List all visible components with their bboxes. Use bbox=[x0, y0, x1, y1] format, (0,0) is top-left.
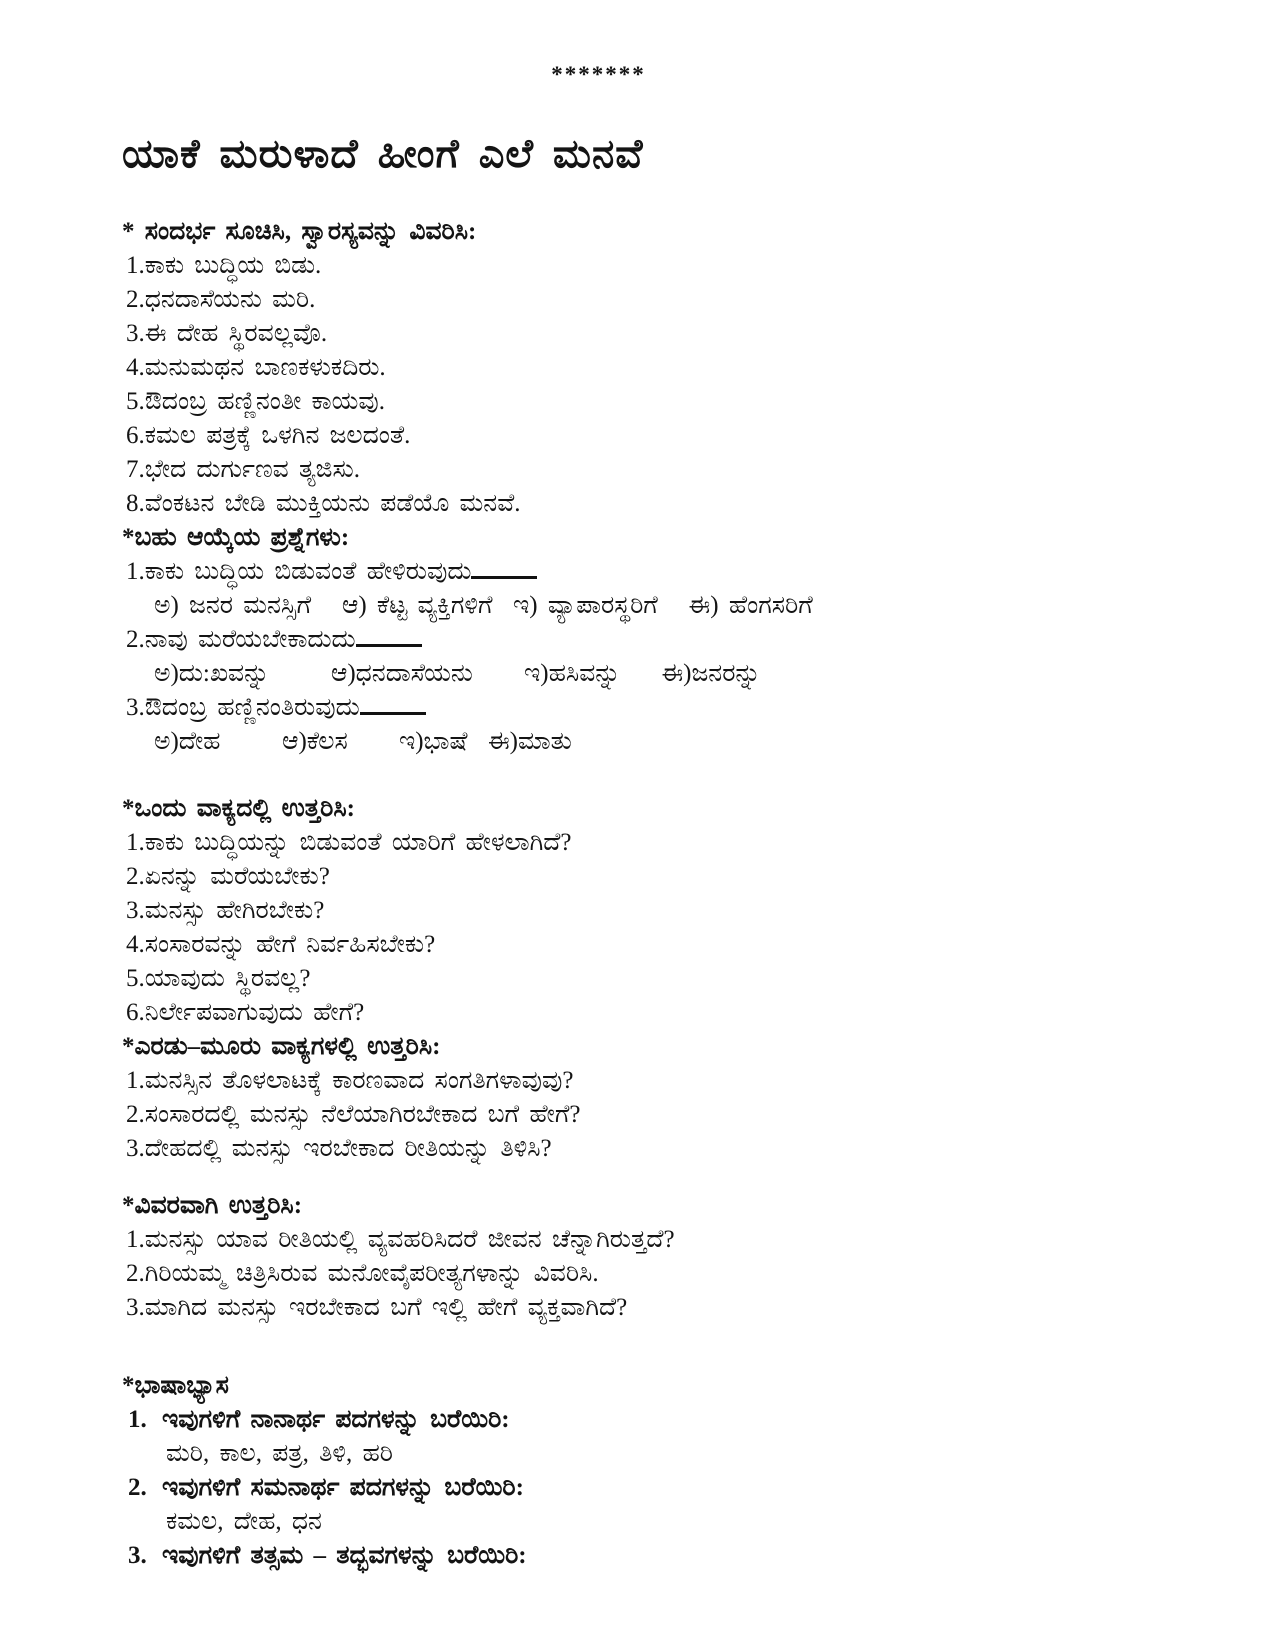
mcq-options: ಅ)ದೇಹ ಆ)ಕೆಲಸ ಇ)ಭಾಷೆ ಈ)ಮಾತು bbox=[154, 728, 572, 755]
answer-blank bbox=[471, 572, 537, 579]
context-item: 4.ಮನುಮಥನ ಬಾಣಕಳುಕದಿರು. bbox=[126, 354, 386, 381]
exercise-number: 1. bbox=[128, 1406, 147, 1433]
section-heading-mcq: *ಬಹು ಆಯ್ಕೆಯ ಪ್ರಶ್ನೆಗಳು: bbox=[122, 524, 350, 551]
answer-blank bbox=[360, 708, 426, 715]
answer-blank bbox=[356, 640, 422, 647]
two-three-question: 2.ಸಂಸಾರದಲ್ಲಿ ಮನಸ್ಸು ನೆಲೆಯಾಗಿರಬೇಕಾದ ಬಗೆ ಹೇಗೆ? bbox=[126, 1101, 581, 1128]
mcq-options: ಅ) ಜನರ ಮನಸ್ಸಿಗೆ ಆ) ಕೆಟ್ಟ ವ್ಯಕ್ತಿಗಳಿಗೆ ಇ) ವ್ಯಾಪಾರಸ್ಥರಿಗೆ ಈ) ಹೆಂಗಸರಿಗೆ bbox=[154, 592, 813, 619]
section-heading-two-three: *ಎರಡು–ಮೂರು ವಾಕ್ಯಗಳಲ್ಲಿ ಉತ್ತರಿಸಿ: bbox=[122, 1033, 441, 1060]
exercise-title: ಇವುಗಳಿಗೆ ಸಮನಾರ್ಥ ಪದಗಳನ್ನು ಬರೆಯಿರಿ: bbox=[162, 1474, 524, 1501]
section-heading-language: *ಭಾಷಾಭ್ಯಾಸ bbox=[122, 1372, 229, 1399]
detail-question: 1.ಮನಸ್ಸು ಯಾವ ರೀತಿಯಲ್ಲಿ ವ್ಯವಹರಿಸಿದರೆ ಜೀವನ ಚೆನ್ನಾಗಿರುತ್ತದೆ? bbox=[126, 1226, 675, 1253]
mcq-question bbox=[126, 623, 1195, 657]
detail-question: 3.ಮಾಗಿದ ಮನಸ್ಸು ಇರಬೇಕಾದ ಬಗೆ ಇಲ್ಲಿ ಹೇಗೆ ವ್ಯಕ್ತವಾಗಿದೆ? bbox=[126, 1294, 628, 1321]
exercise-title: ಇವುಗಳಿಗೆ ನಾನಾರ್ಥ ಪದಗಳನ್ನು ಬರೆಯಿರಿ: bbox=[162, 1406, 510, 1433]
page-separator-asterisks: ******* bbox=[551, 62, 646, 87]
context-item: 3.ಈ ದೇಹ ಸ್ಥಿರವಲ್ಲವೊ. bbox=[126, 320, 328, 347]
one-sentence-question: 5.ಯಾವುದು ಸ್ಥಿರವಲ್ಲ? bbox=[126, 965, 311, 992]
mcq-question-text: 1.ಕಾಕು ಬುದ್ಧಿಯ ಬಿಡುವಂತೆ ಹೇಳಿರುವುದು bbox=[126, 558, 472, 585]
exercise-number: 3. bbox=[128, 1542, 147, 1569]
one-sentence-question: 6.ನಿರ್ಲೇಪವಾಗುವುದು ಹೇಗೆ? bbox=[126, 999, 365, 1026]
exercise-title-row bbox=[128, 1471, 1195, 1505]
section-heading-context: * ಸಂದರ್ಭ ಸೂಚಿಸಿ, ಸ್ವಾರಸ್ಯವನ್ನು ವಿವರಿಸಿ: bbox=[122, 218, 477, 245]
two-three-question: 1.ಮನಸ್ಸಿನ ತೊಳಲಾಟಕ್ಕೆ ಕಾರಣವಾದ ಸಂಗತಿಗಳಾವುವು? bbox=[126, 1067, 574, 1094]
one-sentence-question: 4.ಸಂಸಾರವನ್ನು ಹೇಗೆ ನಿರ್ವಹಿಸಬೇಕು? bbox=[126, 931, 436, 958]
mcq-question bbox=[126, 691, 1195, 725]
context-item: 7.ಭೇದ ದುರ್ಗುಣವ ತ್ಯಜಿಸು. bbox=[126, 456, 360, 483]
exercise-title-row bbox=[128, 1403, 1195, 1437]
context-item: 8.ವೆಂಕಟನ ಬೇಡಿ ಮುಕ್ತಿಯನು ಪಡೆಯೊ ಮನವೆ. bbox=[126, 490, 521, 517]
exercise-words: ಕಮಲ, ದೇಹ, ಧನ bbox=[166, 1508, 322, 1535]
exercise-number: 2. bbox=[128, 1474, 147, 1501]
context-item: 5.ಔದಂಬ್ರ ಹಣ್ಣಿನಂತೀ ಕಾಯವು. bbox=[126, 388, 386, 415]
exercise-title: ಇವುಗಳಿಗೆ ತತ್ಸಮ – ತದ್ಭವಗಳನ್ನು ಬರೆಯಿರಿ: bbox=[162, 1542, 527, 1569]
section-heading-one-sentence: *ಒಂದು ವಾಕ್ಯದಲ್ಲಿ ಉತ್ತರಿಸಿ: bbox=[122, 795, 355, 822]
one-sentence-question: 2.ಏನನ್ನು ಮರೆಯಬೇಕು? bbox=[126, 863, 330, 890]
language-exercise bbox=[122, 1471, 1195, 1539]
exercise-words: ಮರಿ, ಕಾಲ, ಪತ್ರ, ತಿಳಿ, ಹರಿ bbox=[166, 1440, 393, 1467]
exercise-title-row bbox=[128, 1539, 1195, 1573]
context-item: 1.ಕಾಕು ಬುದ್ಧಿಯ ಬಿಡು. bbox=[126, 252, 322, 279]
context-item: 2.ಧನದಾಸೆಯನು ಮರಿ. bbox=[126, 286, 316, 313]
lesson-title: ಯಾಕೆ ಮರುಳಾದೆ ಹೀಂಗೆ ಎಲೆ ಮನವೆ bbox=[122, 131, 644, 176]
detail-question: 2.ಗಿರಿಯಮ್ಮ ಚಿತ್ರಿಸಿರುವ ಮನೋವೈಪರೀತ್ಯಗಳಾನ್ನು ವಿವರಿಸಿ. bbox=[126, 1260, 599, 1287]
mcq-question-text: 2.ನಾವು ಮರೆಯಬೇಕಾದುದು bbox=[126, 626, 356, 653]
one-sentence-question: 3.ಮನಸ್ಸು ಹೇಗಿರಬೇಕು? bbox=[126, 897, 325, 924]
language-exercise bbox=[122, 1539, 1195, 1573]
two-three-question: 3.ದೇಹದಲ್ಲಿ ಮನಸ್ಸು ಇರಬೇಕಾದ ರೀತಿಯನ್ನು ತಿಳಿಸಿ? bbox=[126, 1135, 552, 1162]
language-exercise bbox=[122, 1403, 1195, 1471]
mcq-question-text: 3.ಔದಂಬ್ರ ಹಣ್ಣಿನಂತಿರುವುದು bbox=[126, 694, 360, 721]
section-heading-detail: *ವಿವರವಾಗಿ ಉತ್ತರಿಸಿ: bbox=[122, 1192, 303, 1219]
one-sentence-question: 1.ಕಾಕು ಬುದ್ಧಿಯನ್ನು ಬಿಡುವಂತೆ ಯಾರಿಗೆ ಹೇಳಲಾಗಿದೆ? bbox=[126, 829, 572, 856]
context-item: 6.ಕಮಲ ಪತ್ರಕ್ಕೆ ಒಳಗಿನ ಜಲದಂತೆ. bbox=[126, 422, 411, 449]
mcq-options: ಅ)ದು:ಖವನ್ನು ಆ)ಧನದಾಸೆಯನು ಇ)ಹಸಿವನ್ನು ಈ)ಜನರನ್ನು bbox=[154, 660, 761, 687]
mcq-question bbox=[126, 555, 1195, 589]
